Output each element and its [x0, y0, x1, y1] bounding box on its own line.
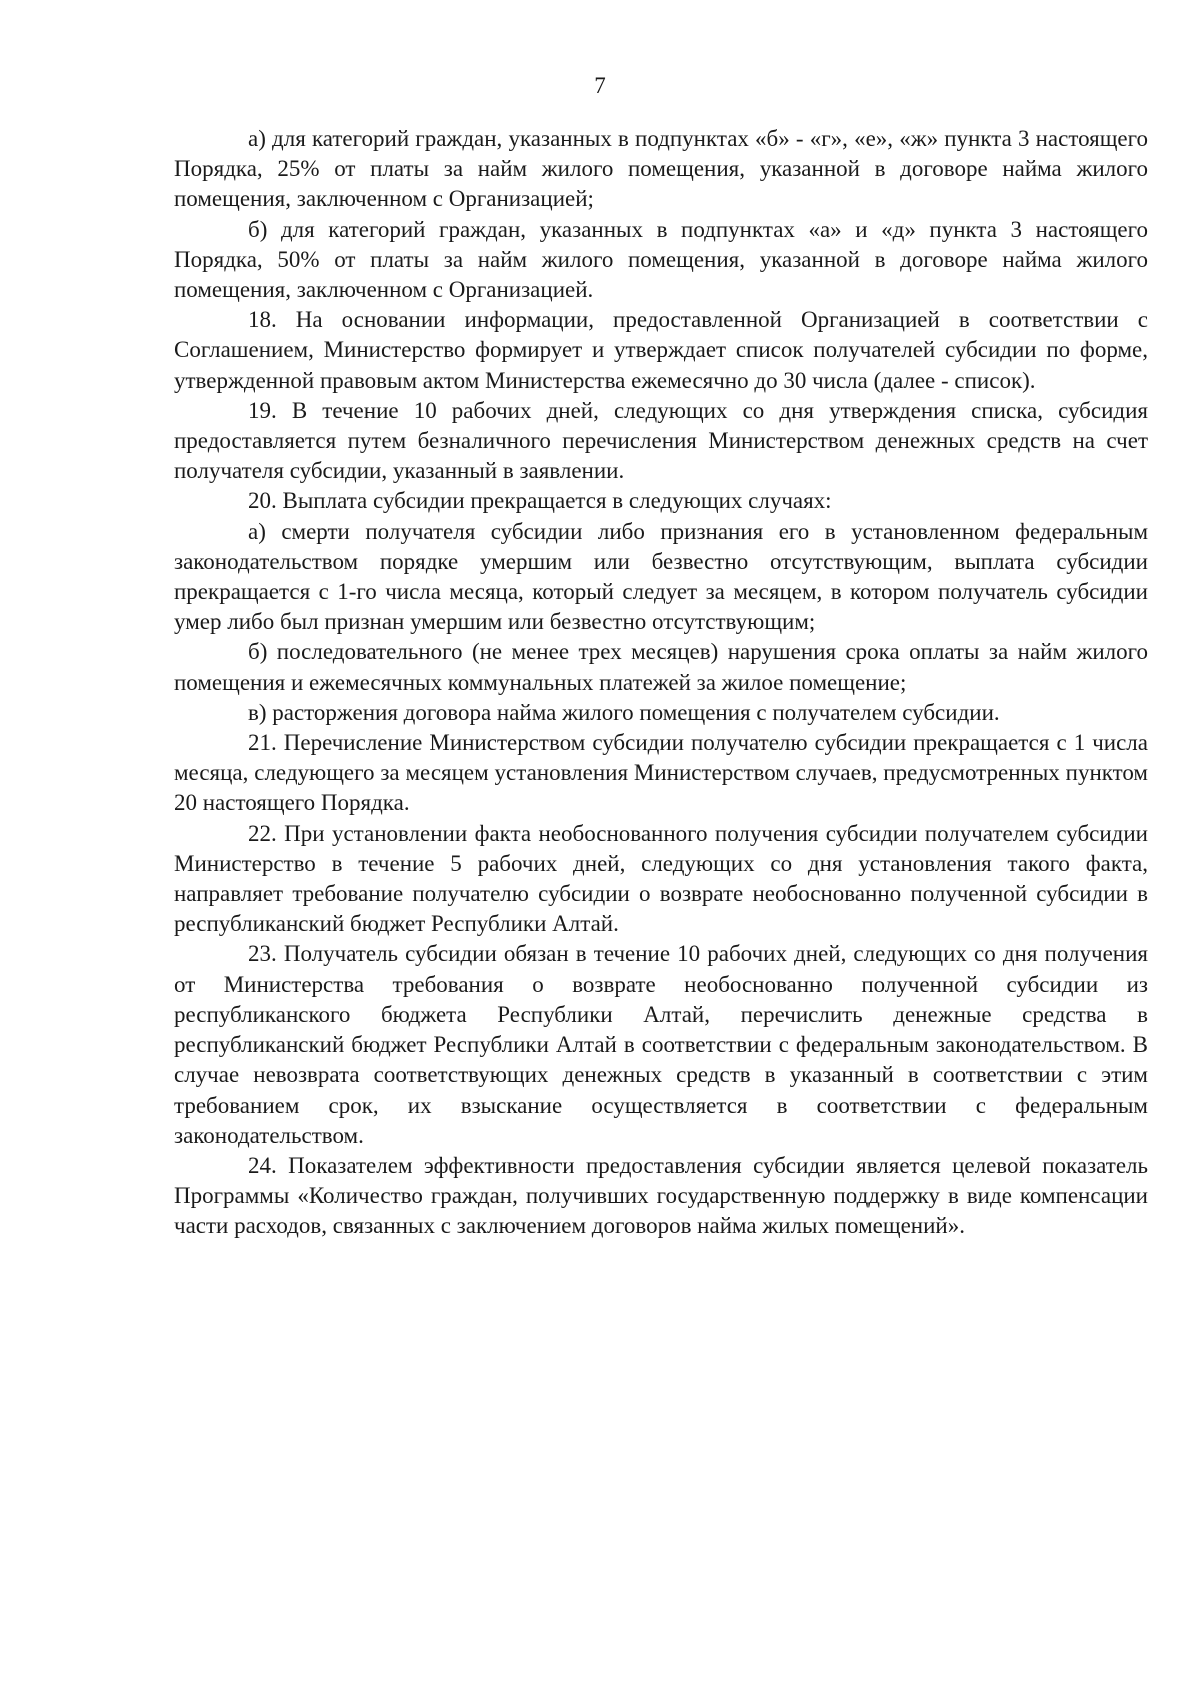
- paragraph-20c: в) расторжения договора найма жилого помещения с получателем субсидии.: [248, 699, 1000, 725]
- paragraph-20a: а) смерти получателя субсидии либо признания его в установленном федеральным законодательством порядке умершим или безвестно отсутствующим, выплата субсидии прекращается с 1-го числа месяца, который следует за месяцем, в котором получатель субсидии умер либо был признан умершим или безвестно отсутствующим;: [174, 518, 1148, 635]
- paragraph-22: 22. При установлении факта необоснованного получения субсидии получателем субсидии Министерство в течение 5 рабочих дней, следующих со дня установления такого факта, направляет требование получателю субсидии о возврате необоснованно полученной субсидии в республиканский бюджет Республики Алтай.: [174, 820, 1148, 937]
- paragraph-18: 18. На основании информации, предоставленной Организацией в соответствии с Соглашением, Министерство формирует и утверждает список получателей субсидии по форме, утвержденной правовым актом Министерства ежемесячно до 30 числа (далее - список).: [174, 307, 1148, 393]
- paragraph-20: 20. Выплата субсидии прекращается в следующих случаях:: [248, 488, 832, 514]
- document-body: [174, 124, 1148, 1242]
- page-number: 7: [594, 73, 606, 98]
- paragraph-20b: б) последовательного (не менее трех месяцев) нарушения срока оплаты за найм жилого помещения и ежемесячных коммунальных платежей за жилое помещение;: [174, 639, 1148, 695]
- paragraph-19: 19. В течение 10 рабочих дней, следующих со дня утверждения списка, субсидия предоставляется путем безналичного перечисления Министерством денежных средств на счет получателя субсидии, указанный в заявлении.: [174, 397, 1148, 484]
- paragraph-17a: а) для категорий граждан, указанных в подпунктах «б» - «г», «е», «ж» пункта 3 настоящего Порядка, 25% от платы за найм жилого помещения, указанной в договоре найма жилого помещения, заключенном с Организацией;: [174, 126, 1148, 212]
- paragraph-17b: б) для категорий граждан, указанных в подпунктах «а» и «д» пункта 3 настоящего Порядка, 50% от платы за найм жилого помещения, указанной в договоре найма жилого помещения, заключенном с Организацией.: [174, 216, 1148, 303]
- paragraph-24: 24. Показателем эффективности предоставления субсидии является целевой показатель Программы «Количество граждан, получивших государственную поддержку в виде компенсации части расходов, связанных с заключением договоров найма жилых помещений».: [174, 1152, 1148, 1239]
- paragraph-23: 23. Получатель субсидии обязан в течение 10 рабочих дней, следующих со дня получения от Министерства требования о возврате необоснованно полученной субсидии из республиканского бюджета Республики Алтай, перечислить денежные средства в республиканский бюджет Республики Алтай в соответствии с федеральным законодательством. В случае невозврата соответствующих денежных средств в указанный в соответствии с этим требованием срок, их взыскание осуществляется в соответствии с федеральным законодательством.: [174, 941, 1148, 1148]
- paragraph-21: 21. Перечисление Министерством субсидии получателю субсидии прекращается с 1 числа месяца, следующего за месяцем установления Министерством случаев, предусмотренных пунктом 20 настоящего Порядка.: [174, 730, 1148, 816]
